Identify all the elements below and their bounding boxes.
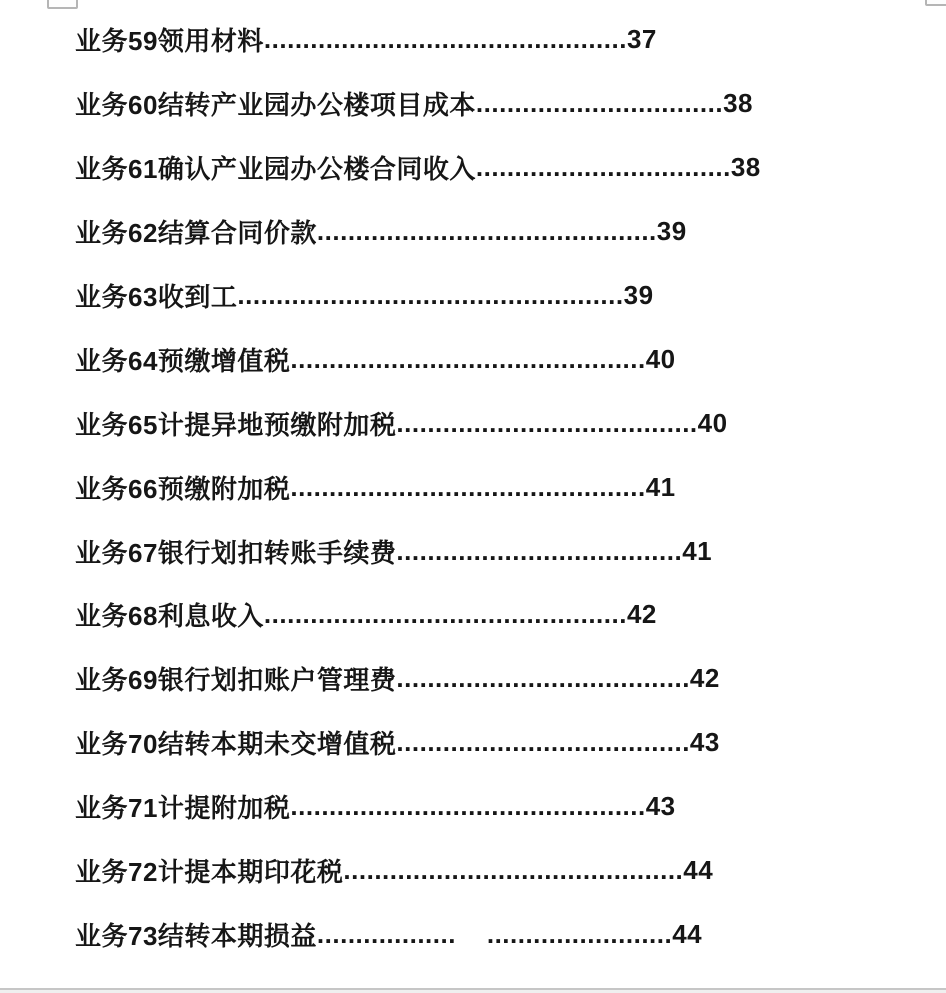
- toc-page-number: 41: [645, 471, 676, 502]
- toc-dot-leader: .....................................: [396, 535, 683, 566]
- toc-entry[interactable]: [75, 775, 935, 839]
- toc-page-number: 40: [697, 407, 728, 438]
- toc-entry[interactable]: [75, 583, 935, 647]
- toc-page-number: 44: [683, 855, 714, 886]
- toc-dot-leader: ................................: [475, 88, 724, 119]
- toc-dot-leader: ..............................................: [290, 471, 646, 502]
- toc-page-number: 44: [672, 918, 703, 949]
- toc-page-number: 38: [730, 152, 761, 183]
- toc-page-number: 39: [656, 216, 687, 247]
- toc-entry[interactable]: [75, 200, 935, 264]
- toc-page-number: 38: [723, 88, 753, 119]
- toc-entry[interactable]: [75, 902, 935, 966]
- toc-entry-title: 业务60结转产业园办公楼项目成本: [75, 90, 476, 121]
- toc-dot-leader: ............................................: [343, 855, 684, 886]
- toc-dot-leader: ...............................................: [263, 24, 627, 55]
- toc-entry-title: 业务63收到工: [75, 282, 238, 312]
- toc-entry-title: 业务70结转本期未交增值税: [75, 729, 397, 760]
- toc-entry[interactable]: [75, 711, 935, 775]
- toc-entry[interactable]: [75, 455, 935, 519]
- toc-page-number: 37: [626, 24, 657, 55]
- toc-dot-leader: .................................: [475, 152, 731, 183]
- toc-page-number: 42: [689, 663, 720, 694]
- toc-page-number: 41: [682, 535, 713, 566]
- toc-dot-leader: ..............................................: [290, 343, 646, 374]
- partial-clipped-box-top-left: [47, 0, 78, 9]
- toc-entry-title: 业务72计提本期印花税: [75, 857, 344, 888]
- toc-dot-leader: .......................................: [396, 407, 698, 438]
- toc-entry[interactable]: [75, 839, 935, 903]
- toc-entry-title: 业务69银行划扣账户管理费: [75, 665, 397, 696]
- toc-page-number: 43: [645, 791, 676, 822]
- toc-entry-title: 业务66预缴附加税: [75, 473, 291, 504]
- toc-page-number: 40: [645, 343, 676, 374]
- toc-dot-leader: ............................................: [316, 216, 657, 247]
- toc-entry-title: 业务64预缴增值税: [75, 345, 291, 376]
- toc-entry[interactable]: [75, 647, 935, 711]
- toc-entry-title: 业务73结转本期损益: [75, 920, 317, 951]
- toc-entry-title: 业务59领用材料: [75, 26, 264, 57]
- toc-dot-leader: ..................................................: [237, 280, 624, 310]
- table-of-contents: [75, 8, 935, 966]
- bottom-window-edge-bar: [0, 988, 946, 993]
- toc-dot-leader: ......................................: [396, 727, 690, 758]
- toc-entry-title: 业务67银行划扣转账手续费: [75, 537, 397, 568]
- toc-dot-leader: ...............................................: [263, 599, 627, 630]
- toc-dot-leader: ......................................: [396, 663, 690, 694]
- toc-page-number: 43: [689, 727, 720, 758]
- partial-clipped-box-top-right: [925, 0, 946, 6]
- toc-entry[interactable]: [75, 327, 935, 391]
- toc-page-number: 39: [623, 280, 654, 310]
- toc-entry[interactable]: [75, 72, 935, 136]
- toc-entry-title: 业务71计提附加税: [75, 793, 291, 824]
- toc-entry[interactable]: [75, 391, 935, 455]
- toc-dot-leader: ..............................................: [290, 791, 646, 822]
- toc-entry-title: 业务68利息收入: [75, 601, 264, 632]
- toc-page-number: 42: [626, 599, 657, 630]
- toc-entry[interactable]: [75, 136, 935, 200]
- toc-entry[interactable]: [75, 264, 935, 328]
- toc-entry-title: 业务65计提异地预缴附加税: [75, 409, 397, 440]
- toc-dot-leader: .................. ........................: [316, 918, 673, 949]
- toc-entry[interactable]: [75, 519, 935, 583]
- toc-entry-title: 业务62结算合同价款: [75, 218, 317, 249]
- toc-entry-title: 业务61确认产业园办公楼合同收入: [75, 154, 476, 185]
- toc-entry[interactable]: [75, 8, 935, 72]
